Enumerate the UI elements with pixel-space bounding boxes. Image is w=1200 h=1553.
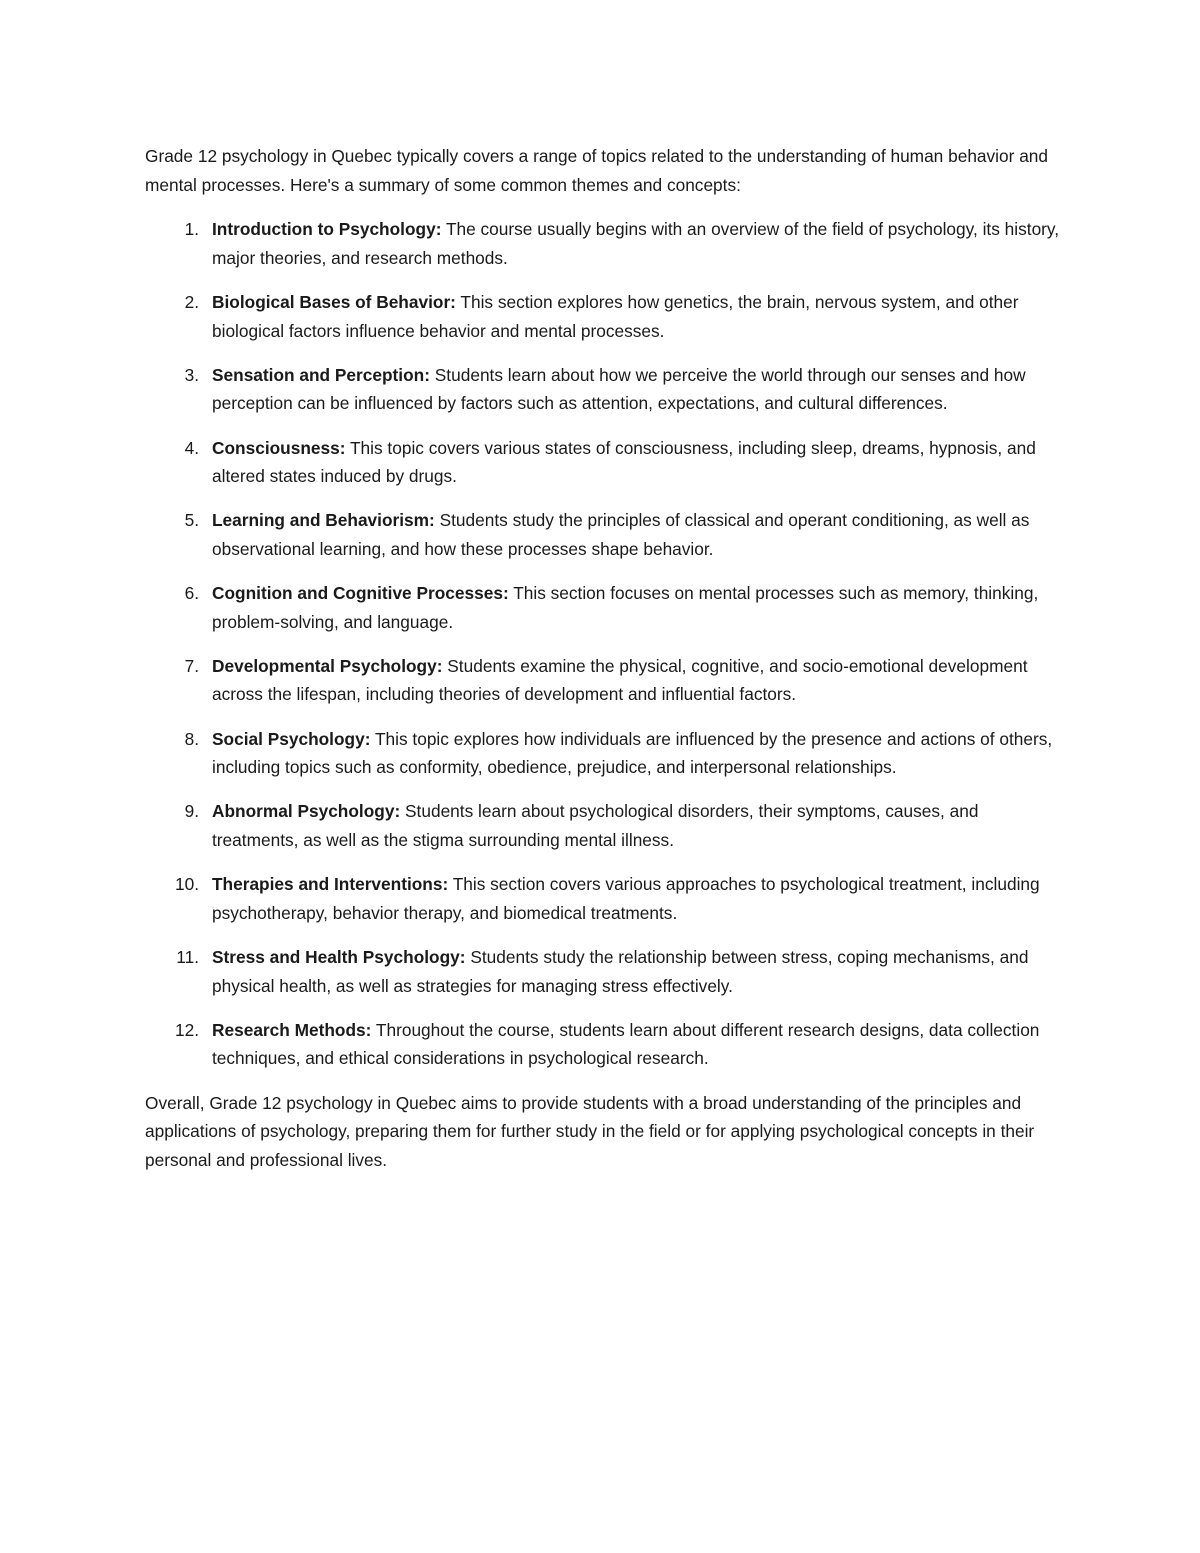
list-item-number: 4. (184, 437, 199, 458)
document-body (145, 142, 1065, 1174)
list-item-term: Therapies and Interventions: (212, 874, 449, 895)
topics-list (145, 215, 1065, 1073)
list-item-number: 12. (174, 1019, 199, 1040)
list-item-term: Stress and Health Psychology: (212, 947, 466, 967)
list-item-term: Biological Bases of Behavior: (212, 291, 456, 312)
list-item-text: Students study the relationship between stress, coping mechanisms, and physical health, as well as strategies for managing stress effectively. (212, 947, 1029, 996)
list-item (145, 725, 1065, 782)
list-item-text: This section explores how genetics, the brain, nervous system, and other biological factors influence behavior and mental processes. (212, 291, 1019, 341)
list-item (145, 1016, 1065, 1073)
list-item (145, 288, 1065, 345)
list-item-term: Introduction to Psychology: (212, 219, 442, 240)
list-item-text: Students study the principles of classical and operant conditioning, as well as observational learning, and how these processes shape behavior. (212, 510, 1030, 559)
list-item-number: 5. (184, 510, 199, 531)
list-item (145, 797, 1065, 854)
list-item (145, 361, 1065, 418)
list-item (145, 506, 1065, 563)
list-item-term: Cognition and Cognitive Processes: (212, 583, 509, 604)
list-item-number: 7. (184, 655, 199, 676)
list-item (145, 579, 1065, 636)
list-item-term: Research Methods: (212, 1019, 372, 1040)
list-item-number: 3. (184, 364, 199, 385)
list-item-term: Consciousness: (212, 437, 346, 458)
list-item-number: 6. (184, 583, 199, 604)
list-item-text: This section covers various approaches to psychological treatment, including psychotherapy, behavior therapy, and biomedical treatments. (212, 874, 1040, 923)
list-item-number: 8. (184, 728, 199, 749)
list-item-text: This section focuses on mental processes such as memory, thinking, problem-solving, and language. (212, 583, 1039, 632)
list-item-text: Students learn about how we perceive the world through our senses and how perception can be influenced by factors such as attention, expectations, and cultural differences. (212, 364, 1026, 414)
list-item-term: Developmental Psychology: (212, 655, 443, 676)
list-item-term: Social Psychology: (212, 728, 371, 749)
list-item-text: Students examine the physical, cognitive, and socio-emotional development across the lifespan, including theories of development and influential factors. (212, 655, 1028, 705)
list-item (145, 943, 1065, 1000)
list-item (145, 870, 1065, 927)
list-item (145, 652, 1065, 709)
list-item-text: The course usually begins with an overview of the field of psychology, its history, major theories, and research methods. (212, 219, 1060, 268)
list-item-number: 1. (184, 219, 199, 240)
list-item-term: Abnormal Psychology: (212, 801, 401, 822)
list-item-term: Learning and Behaviorism: (212, 510, 435, 531)
list-item-number: 2. (184, 291, 199, 312)
list-item-number: 11. (176, 947, 199, 967)
list-item (145, 215, 1065, 272)
list-item-term: Sensation and Perception: (212, 364, 430, 385)
list-item-number: 10. (174, 874, 199, 895)
list-item-text: Students learn about psychological disorders, their symptoms, causes, and treatments, as well as the stigma surrounding mental illness. (212, 801, 979, 851)
list-item-text: This topic explores how individuals are influenced by the presence and actions of others, including topics such as conformity, obedience, prejudice, and interpersonal relationships. (212, 728, 1053, 778)
list-item (145, 434, 1065, 491)
closing-paragraph: Overall, Grade 12 psychology in Quebec aims to provide students with a broad understanding of the principles and applications of psychology, preparing them for further study in the field or for applying psychological concepts in their personal and professional lives. (145, 1092, 1035, 1170)
list-item-text: Throughout the course, students learn about different research designs, data collection techniques, and ethical considerations in psychological research. (212, 1019, 1040, 1069)
intro-paragraph: Grade 12 psychology in Quebec typically covers a range of topics related to the understanding of human behavior and mental processes. Here's a summary of some common themes and concepts: (145, 146, 1049, 195)
list-item-text: This topic covers various states of consciousness, including sleep, dreams, hypnosis, and altered states induced by drugs. (212, 437, 1036, 487)
list-item-number: 9. (184, 801, 199, 822)
